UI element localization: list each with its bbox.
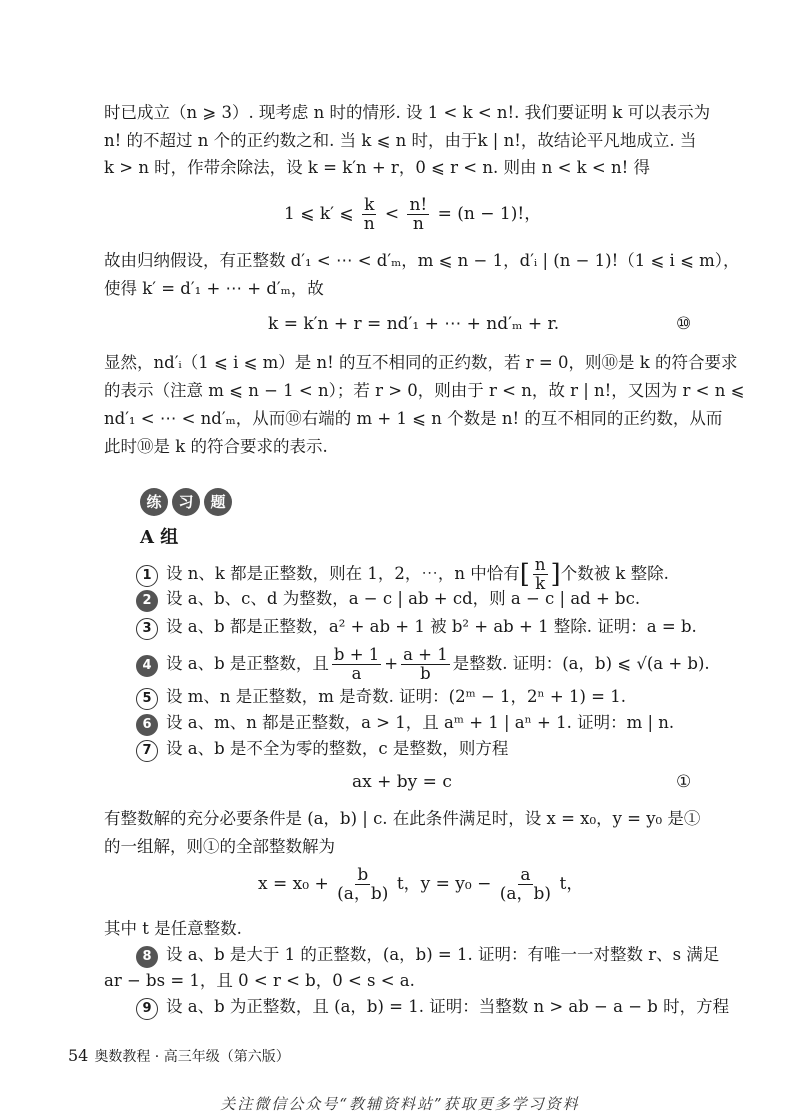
fraction-numerator: n! (409, 195, 428, 215)
fraction-denominator: n (412, 214, 424, 234)
text-line: 此时⑩是 k 的符合要求的表示. (104, 437, 328, 456)
exercise-text: 设 a、b、c、d 为整数，a − c | ab + cd，则 a − c | ad + bc. (166, 589, 641, 608)
fraction-numerator: a + 1 (403, 645, 448, 664)
fraction-denominator: b (420, 664, 431, 683)
fraction (332, 646, 381, 683)
exercise-number: 2 (136, 590, 158, 612)
text-line: k > n 时，作带余除法，设 k = k′n + r，0 ⩽ r < n. 则由 n < k < n! 得 (104, 158, 650, 177)
heading-char: 习 (172, 488, 200, 516)
fraction (401, 646, 450, 683)
exercise-2 (136, 588, 640, 612)
exercise-text: 设 a、b 都是正整数，a² + ab + 1 被 b² + ab + 1 整除. 证明：a = b. (166, 617, 697, 636)
text-line: 的表示（注意 m ⩽ n − 1 < n）；若 r > 0，则由于 r < n，故 r | n!，又因为 r < n ⩽ (104, 381, 745, 400)
fraction-numerator: b + 1 (333, 645, 380, 664)
exercise-4 (136, 646, 710, 683)
text-line: 故由归纳假设，有正整数 d′₁ < ⋯ < d′ₘ，m ⩽ n − 1，d′ᵢ | (n − 1)!（1 ⩽ i ⩽ m）， (104, 251, 740, 270)
exercise-number: 8 (136, 946, 158, 968)
exercise-text: 设 a、b 为正整数，且 (a，b) = 1. 证明：当整数 n > ab − a − b 时，方程 (166, 997, 730, 1016)
heading-char: 练 (140, 488, 168, 516)
fraction-denominator: (a，b) (337, 884, 389, 904)
group-label: A 组 (140, 527, 179, 548)
equation-number: ① (676, 772, 692, 792)
exercise-8 (136, 944, 719, 968)
fraction (500, 866, 551, 903)
exercise-5 (136, 686, 626, 710)
fraction-denominator: n (363, 214, 375, 234)
equation: k = k′n + r = nd′₁ + ⋯ + nd′ₘ + r. (268, 314, 560, 334)
text-line: 其中 t 是任意整数. (104, 919, 242, 938)
fraction-numerator: a (520, 865, 531, 885)
exercise-text: 设 a、b 是正整数，且 (166, 654, 329, 673)
fraction-numerator: b (357, 865, 369, 885)
exercise-number: 4 (136, 655, 158, 677)
exercise-text: 设 a、b 是大于 1 的正整数，(a，b) = 1. 证明：有唯一一对整数 r、s 满足 (166, 945, 720, 964)
page-footer (68, 1046, 290, 1066)
text-line: 有整数解的充分必要条件是 (a，b) | c. 在此条件满足时，设 x = x₀，y = y₀ 是① (104, 809, 701, 828)
fraction (362, 196, 376, 233)
page-number: 54 (68, 1046, 89, 1065)
fraction (337, 866, 388, 903)
exercise-heading (140, 488, 232, 516)
exercise-number: 7 (136, 740, 158, 762)
exercise-text: 设 m、n 是正整数，m 是奇数. 证明：(2ᵐ − 1，2ⁿ + 1) = 1. (166, 687, 626, 706)
equation-part: = (n − 1)!， (437, 204, 542, 224)
equation-part: < (384, 204, 400, 224)
text-line: nd′₁ < ⋯ < nd′ₘ，从而⑩右端的 m + 1 ⩽ n 个数是 n! 的互不相同的正约数，从而 (104, 409, 723, 428)
text-line: ar − bs = 1，且 0 < r < b，0 < s < a. (104, 971, 415, 990)
bracket-left: [ (519, 559, 530, 590)
exercise-9 (136, 996, 729, 1020)
exercise-text: 设 a、b 是不全为零的整数，c 是整数，则方程 (166, 739, 509, 758)
fraction-denominator: (a，b) (499, 884, 552, 904)
fraction-numerator: n (534, 555, 546, 574)
text-line: 的一组解，则①的全部整数解为 (104, 837, 335, 856)
heading-char: 题 (204, 488, 232, 516)
watermark: 关注微信公众号“教辅资料站”获取更多学习资料 (220, 1095, 580, 1113)
text-line: n! 的不超过 n 个的正约数之和. 当 k ⩽ n 时，由于k | n!，故结论平凡地成立. 当 (104, 131, 697, 150)
exercise-text: 个数被 k 整除. (560, 564, 669, 583)
fraction (407, 196, 429, 233)
equation-part: t，y = y₀ − (396, 874, 492, 894)
equation-part: x = x₀ + (258, 874, 329, 894)
bracket-right: ] (550, 559, 561, 590)
exercise-number: 5 (136, 688, 158, 710)
text-line: 显然，nd′ᵢ（1 ⩽ i ⩽ m）是 n! 的互不相同的正约数，若 r = 0，则⑩是 k 的符合要求 (104, 353, 738, 372)
exercise-number: 6 (136, 714, 158, 736)
exercise-7 (136, 738, 508, 762)
exercise-number: 1 (136, 565, 158, 587)
exercise-6 (136, 712, 674, 736)
fraction-numerator: k (364, 195, 375, 215)
exercise-number: 3 (136, 618, 158, 640)
text-line: 使得 k′ = d′₁ + ⋯ + d′ₘ，故 (104, 279, 324, 298)
text-line: 时已成立（n ⩾ 3）. 现考虑 n 时的情形. 设 1 < k < n!. 我们要证明 k 可以表示为 (104, 103, 711, 122)
equation-number: ⑩ (676, 314, 692, 334)
exercise-text: 设 n、k 都是正整数，则在 1，2，⋯，n 中恰有 (166, 564, 520, 583)
operator: + (384, 654, 399, 673)
fraction-denominator: a (351, 664, 362, 683)
exercise-number: 9 (136, 998, 158, 1020)
equation-part: t， (559, 874, 584, 894)
equation: ax + by = c (352, 772, 452, 792)
exercise-text: 是整数. 证明：(a，b) ⩽ √(a + b). (452, 654, 710, 673)
exercise-3 (136, 616, 697, 640)
equation (258, 866, 583, 903)
equation-part: 1 ⩽ k′ ⩽ (284, 204, 354, 224)
exercise-text: 设 a、m、n 都是正整数，a > 1，且 aᵐ + 1 | aⁿ + 1. 证明：m | n. (166, 713, 675, 732)
book-title: 奥数教程 · 高三年级（第六版） (94, 1049, 290, 1065)
fraction-denominator: k (535, 574, 546, 593)
equation (284, 196, 541, 233)
